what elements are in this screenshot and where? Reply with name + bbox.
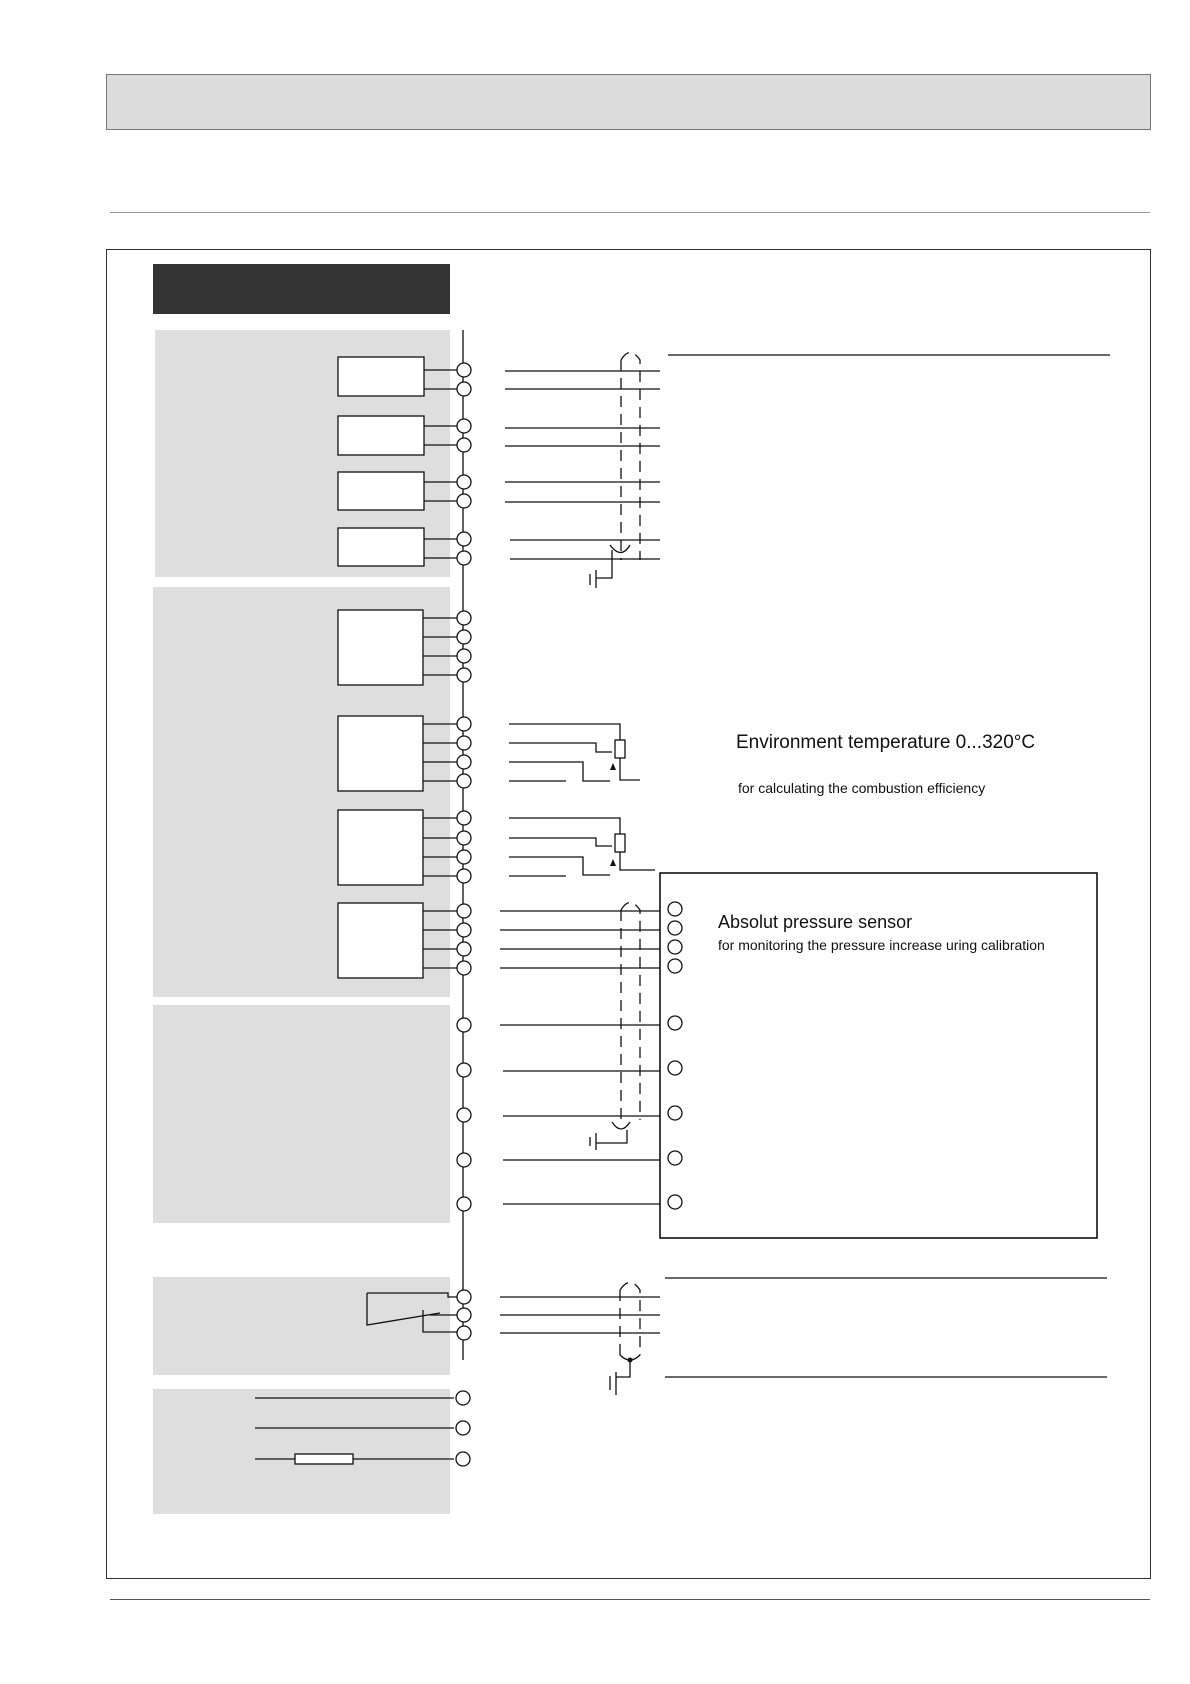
absolute-pressure-note: for monitoring the pressure increase uring calibration: [718, 937, 1045, 953]
relay-cables: [500, 1297, 660, 1333]
temp-block-leads: [423, 618, 463, 968]
bottom-rule: [110, 1599, 1150, 1600]
shield-ground-top: [590, 545, 630, 588]
shield-ground-mid: [590, 1122, 630, 1150]
environment-temperature-note: for calculating the combustion efficiency: [738, 780, 986, 796]
absolute-pressure-title: Absolut pressure sensor: [718, 912, 913, 932]
power-lines: [255, 1398, 454, 1459]
sensor-cables: [505, 371, 660, 559]
temp-sensor-leads-2: [620, 852, 655, 870]
sensor-block-leads: [424, 370, 463, 558]
fuse-resistor: [295, 1454, 353, 1464]
temp-sensor-leads-1: [620, 758, 640, 780]
temp-block-3: [338, 810, 423, 885]
relay-contact: [367, 1293, 463, 1332]
ntc-resistor-1: [615, 740, 625, 758]
sensor-block-1: [338, 357, 424, 396]
temp-block-1: [338, 610, 423, 685]
shield-bottom-right: [620, 1283, 640, 1356]
sensor-block-2: [338, 416, 424, 455]
temp-block-4: [338, 903, 423, 978]
sensor-block-3: [338, 472, 424, 510]
ntc-resistor-2: [615, 834, 625, 852]
pressure-input-cables: [500, 1025, 660, 1204]
shield-junction-dot: [628, 1358, 633, 1363]
shield-mid-right: [621, 903, 640, 1121]
shield-ground-bottom: [610, 1355, 640, 1395]
pressure-sensor-cables: [500, 911, 660, 968]
environment-temperature-title: Environment temperature 0...320°C: [736, 732, 1036, 753]
temp-block-2: [338, 716, 423, 791]
temp-sensor-wiring-1: [509, 724, 620, 781]
temp-sensor-wiring-2: [509, 818, 620, 876]
shield-top-right: [621, 353, 640, 561]
sensor-block-4: [338, 528, 424, 566]
